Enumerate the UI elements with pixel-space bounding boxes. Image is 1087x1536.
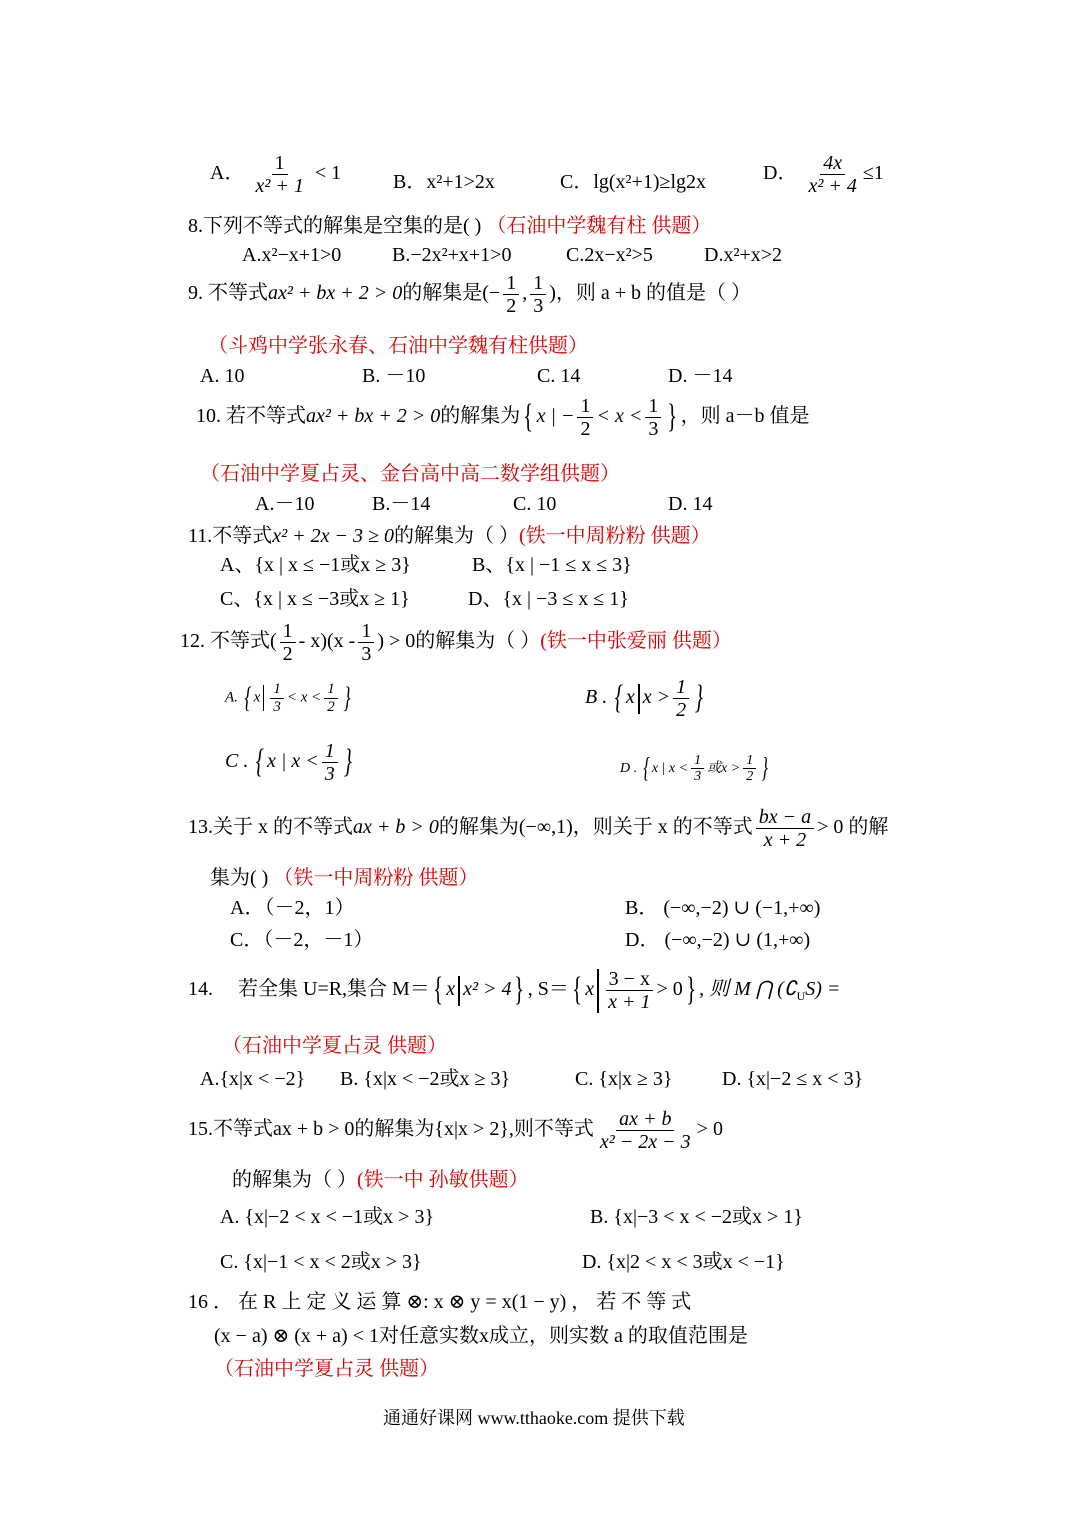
- q7-option-c: C．lg(x²+1)≥lg2x: [560, 171, 707, 193]
- q14-option-c: C. {x|x ≥ 3}: [575, 1068, 673, 1090]
- q12-c-left-brace: {: [256, 743, 265, 781]
- q14-s-bar: [597, 969, 599, 1013]
- q10-right-brace: }: [667, 398, 678, 436]
- q9-option-b: B. －10: [362, 365, 426, 387]
- q13-stem: 13.关于 x 的不等式ax + b > 0的解集为(−∞,1)，则关于 x 的不等式 $\frac{bx - a}{x + 2}$ > 0 的解: [188, 806, 889, 851]
- q12-a-fraction-1: $\frac{1}{3}$: [270, 681, 284, 715]
- q15-source: (铁一中 孙敏供题）: [357, 1169, 529, 1191]
- q7-a-label: A．: [210, 162, 245, 185]
- q12-option-a: A. { x $\frac{1}{3}$ < x < $\frac{1}{2}$ }: [225, 681, 351, 715]
- q15-option-d: D. {x|2 < x < 3或x < −1}: [582, 1251, 785, 1273]
- q7-option-b: B．x²+1>2x: [393, 171, 495, 193]
- q12-a-right-brace: }: [343, 681, 351, 714]
- q8-option-d: D.x²+x>2: [704, 244, 782, 266]
- page-footer: 通通好课网 www.tthaoke.com 提供下载: [383, 1408, 685, 1428]
- q10-left-brace: {: [523, 398, 534, 436]
- q13-expression: ax + b > 0: [353, 816, 439, 839]
- q13-fraction: $\frac{bx - a}{x + 2}$: [756, 806, 814, 851]
- q16-line-1: 16 ． 在 R 上 定 义 运 算 ⊗: x ⊗ y = x(1 − y) ， 若 不 等 式: [188, 1291, 692, 1313]
- q7-a-fraction: $\frac{1}{\text{x² + 1}}$: [255, 152, 304, 197]
- q16-line-2: (x − a) ⊗ (x + a) < 1对任意实数x成立，则实数 a 的取值范围是: [214, 1325, 748, 1347]
- q9-option-c: C. 14: [537, 365, 581, 387]
- q14-source: （石油中学夏占灵 供题）: [222, 1035, 447, 1057]
- q10-option-d: D. 14: [668, 493, 713, 515]
- q12-fraction-1: $\frac{1}{2}$: [280, 620, 296, 665]
- q13-stem-2: 集为( ) （铁一中周粉粉 供题）: [210, 867, 479, 889]
- q12-c-fraction: $\frac{1}{3}$: [322, 740, 338, 785]
- q12-a-bar: [263, 685, 264, 711]
- q14-m-right-brace: }: [514, 971, 525, 1009]
- q12-b-bar: [638, 684, 640, 714]
- q14-stem: 14. 若全集 U=R,集合 M＝{ x x² > 4} , S＝{ x $\frac{3 - x}{x + 1}$ > 0} , 则 M ⋂ $(∁_US)$ =: [188, 968, 841, 1013]
- q8-stem: 8.下列不等式的解集是空集的是( ) （石油中学魏有柱 供题）: [188, 215, 712, 237]
- q9-option-a: A. 10: [200, 365, 245, 387]
- q11-source: (铁一中周粉粉 供题）: [518, 525, 711, 547]
- q11-expression: x² + 2x − 3 ≥ 0: [272, 525, 394, 547]
- q12-b-right-brace: }: [694, 679, 703, 717]
- q9-stem: 9. 不等式ax² + bx + 2 > 0的解集是(− $\frac{1}{2}$ , $\frac{1}{3}$ )，则 a + b 的值是（ ）: [188, 272, 752, 317]
- q13-option-c: C．（－2，－1）: [230, 929, 374, 951]
- q8-option-a: A.x²−x+1>0: [242, 244, 342, 266]
- q12-option-b: B . { x x > $\frac{1}{2}$ }: [585, 676, 703, 721]
- q13-option-d: D． (−∞,−2) ∪ (1,+∞): [625, 929, 811, 951]
- q12-d-left-brace: {: [642, 753, 650, 784]
- q12-option-c: C . { x | x < $\frac{1}{3}$ }: [225, 740, 352, 785]
- q9-fraction-2: $\frac{1}{3}$: [530, 272, 546, 317]
- q15-option-a: A. {x|−2 < x < −1或x > 3}: [220, 1206, 435, 1228]
- q12-b-left-brace: {: [614, 679, 624, 717]
- q14-s-fraction: $\frac{3 - x}{x + 1}$: [605, 968, 653, 1013]
- q12-fraction-2: $\frac{1}{3}$: [358, 620, 374, 665]
- q12-d-right-brace: }: [761, 753, 769, 784]
- q12-source: (铁一中张爱丽 供题）: [540, 630, 732, 653]
- q8-option-c: C.2x−x²>5: [566, 244, 653, 266]
- q12-d-fraction-2: $\frac{1}{2}$: [743, 753, 756, 785]
- q10-option-c: C. 10: [513, 493, 557, 515]
- q15-option-b: B. {x|−3 < x < −2或x > 1}: [590, 1206, 803, 1228]
- q7-option-d: D． $\frac{4x}{\text{x² + 4}}$ ≤1: [763, 152, 884, 197]
- q15-option-c: C. {x|−1 < x < 2或x > 3}: [220, 1251, 422, 1273]
- q14-m-bar: [458, 976, 460, 1006]
- q7-d-fraction: $\frac{4x}{\text{x² + 4}}$: [808, 152, 857, 197]
- q16-source: （石油中学夏占灵 供题）: [214, 1358, 439, 1380]
- q10-option-b: B.－14: [372, 493, 431, 515]
- q12-c-right-brace: }: [343, 743, 352, 781]
- q15-stem: 15.不等式ax + b > 0的解集为{x|x > 2},则不等式 $\frac{ax + b}{\text{x² − 2x − 3}}$ > 0: [188, 1108, 723, 1153]
- q15-stem-2: 的解集为（ ）(铁一中 孙敏供题）: [232, 1169, 529, 1191]
- q7-options: A． $\frac{1}{\text{x² + 1}}$ < 1: [210, 152, 342, 197]
- q11-option-d: D、{x | −3 ≤ x ≤ 1}: [468, 588, 629, 610]
- q14-s-left-brace: {: [572, 971, 582, 1009]
- q10-source: （石油中学夏占灵、金台高中高二数学组供题）: [200, 463, 620, 485]
- q12-d-fraction-1: $\frac{1}{3}$: [691, 753, 704, 785]
- q10-expression: ax² + bx + 2 > 0: [306, 405, 441, 428]
- q11-option-a: A、{x | x ≤ −1或x ≥ 3}: [220, 554, 411, 576]
- q15-fraction: $\frac{ax + b}{\text{x² − 2x − 3}}$: [599, 1108, 691, 1153]
- q12-a-left-brace: {: [244, 681, 252, 714]
- q12-option-d: D . { x | x < $\frac{1}{3}$ 或x > $\frac{1}{2}$ }: [620, 752, 769, 785]
- q12-b-fraction: $\frac{1}{2}$: [673, 676, 689, 721]
- q10-fraction-1: $\frac{1}{2}$: [577, 395, 593, 440]
- q9-option-d: D. －14: [668, 365, 733, 387]
- q14-option-a: A.{x|x < −2}: [200, 1068, 306, 1090]
- q13-source: （铁一中周粉粉 供题）: [273, 867, 479, 889]
- q11-option-c: C、{x | x ≤ −3或x ≥ 1}: [220, 588, 410, 610]
- q9-expression: ax² + bx + 2 > 0: [268, 282, 403, 305]
- q8-option-b: B.−2x²+x+1>0: [392, 244, 512, 266]
- q9-fraction-1: $\frac{1}{2}$: [503, 272, 519, 317]
- q10-option-a: A.－10: [255, 493, 315, 515]
- q11-option-b: B、{x | −1 ≤ x ≤ 3}: [472, 554, 632, 576]
- q14-s-right-brace: }: [686, 971, 696, 1009]
- q8-source: （石油中学魏有柱 供题）: [486, 215, 712, 237]
- q13-option-b: B． (−∞,−2) ∪ (−1,+∞): [625, 897, 821, 919]
- q10-fraction-2: $\frac{1}{3}$: [645, 395, 661, 440]
- q14-m-left-brace: {: [433, 971, 443, 1009]
- q12-a-fraction-2: $\frac{1}{2}$: [324, 681, 338, 715]
- q9-source: （斗鸡中学张永春、石油中学魏有柱供题）: [208, 335, 588, 357]
- q14-option-d: D. {x|−2 ≤ x < 3}: [722, 1068, 864, 1090]
- q10-stem: 10. 若不等式ax² + bx + 2 > 0的解集为{ x | − $\frac{1}{2}$ < x < $\frac{1}{3}$ } ，则 a－b 值是: [196, 395, 810, 440]
- q13-option-a: A．（－2，1）: [230, 897, 355, 919]
- q12-stem: 12. 不等式( $\frac{1}{2}$ - x)(x - $\frac{1}{3}$ ) > 0的解集为（ ）(铁一中张爱丽 供题）: [180, 620, 732, 665]
- q14-option-b: B. {x|x < −2或x ≥ 3}: [340, 1068, 511, 1090]
- q11-stem: 11.不等式x² + 2x − 3 ≥ 0的解集为（ ）(铁一中周粉粉 供题）: [188, 525, 711, 547]
